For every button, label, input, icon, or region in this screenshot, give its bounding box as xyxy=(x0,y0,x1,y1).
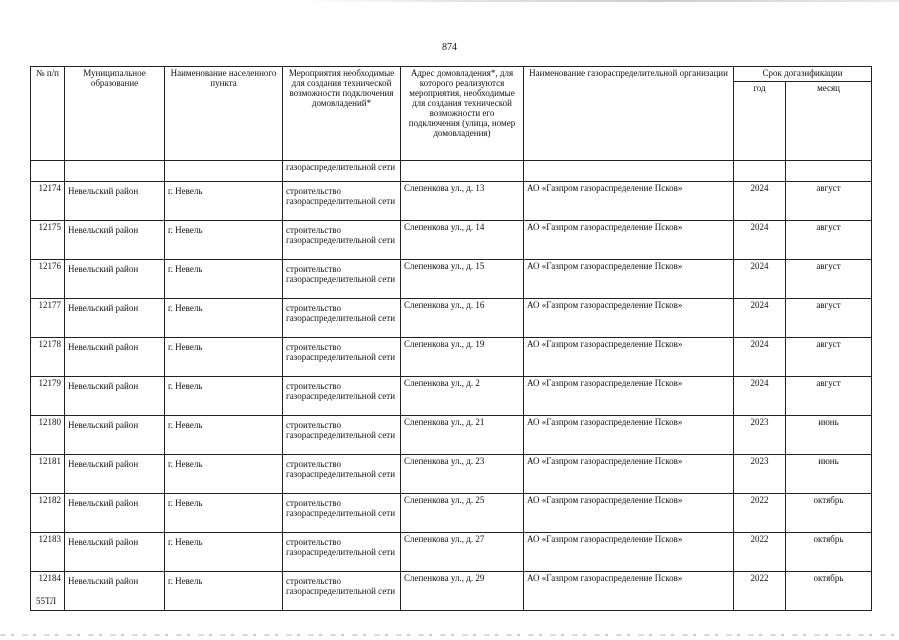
municipality-cell: Невельский район xyxy=(65,338,165,377)
organization-cell: АО «Газпром газораспределение Псков» xyxy=(524,338,734,377)
row-number-cell: 12178 xyxy=(31,338,65,377)
settlement-cell: г. Невель xyxy=(165,182,283,221)
measure-cell: строительство газораспределительной сети xyxy=(283,377,401,416)
header-measures: Мероприятия необходимые для создания технической возможности подключения домовладений* xyxy=(283,67,401,161)
table-row xyxy=(31,416,872,455)
organization-cell: АО «Газпром газораспределение Псков» xyxy=(524,260,734,299)
municipality-cell: Невельский район xyxy=(65,572,165,611)
continuation-cell-empty xyxy=(734,161,786,182)
row-number-cell: 12183 xyxy=(31,533,65,572)
continuation-cell-empty xyxy=(786,161,872,182)
municipality-cell: Невельский район xyxy=(65,221,165,260)
organization-cell: АО «Газпром газораспределение Псков» xyxy=(524,182,734,221)
address-cell: Слепенкова ул., д. 13 xyxy=(401,182,524,221)
continuation-cell-empty xyxy=(165,161,283,182)
measure-cell: строительство газораспределительной сети xyxy=(283,260,401,299)
municipality-cell: Невельский район xyxy=(65,533,165,572)
table-row xyxy=(31,455,872,494)
organization-cell: АО «Газпром газораспределение Псков» xyxy=(524,416,734,455)
table-row xyxy=(31,338,872,377)
footer-code: 55ТЛ xyxy=(36,596,57,606)
measure-cell: строительство газораспределительной сети xyxy=(283,533,401,572)
month-cell: август xyxy=(786,299,872,338)
row-number-cell: 12181 xyxy=(31,455,65,494)
year-cell: 2024 xyxy=(734,260,786,299)
settlement-cell: г. Невель xyxy=(165,260,283,299)
table-row xyxy=(31,221,872,260)
municipality-cell: Невельский район xyxy=(65,416,165,455)
table-row xyxy=(31,572,872,611)
month-cell: август xyxy=(786,221,872,260)
address-cell: Слепенкова ул., д. 19 xyxy=(401,338,524,377)
address-cell: Слепенкова ул., д. 15 xyxy=(401,260,524,299)
gasification-table xyxy=(30,66,872,611)
measure-cell: строительство газораспределительной сети xyxy=(283,299,401,338)
continuation-cell-empty xyxy=(65,161,165,182)
month-cell: август xyxy=(786,182,872,221)
table-row xyxy=(31,494,872,533)
organization-cell: АО «Газпром газораспределение Псков» xyxy=(524,572,734,611)
row-number-cell: 12184 xyxy=(31,572,65,611)
measure-cell: строительство газораспределительной сети xyxy=(283,494,401,533)
row-number-cell: 12175 xyxy=(31,221,65,260)
settlement-cell: г. Невель xyxy=(165,494,283,533)
measure-cell: строительство газораспределительной сети xyxy=(283,182,401,221)
address-cell: Слепенкова ул., д. 14 xyxy=(401,221,524,260)
month-cell: август xyxy=(786,338,872,377)
settlement-cell: г. Невель xyxy=(165,455,283,494)
continuation-cell-empty xyxy=(401,161,524,182)
measure-cell: строительство газораспределительной сети xyxy=(283,416,401,455)
year-cell: 2024 xyxy=(734,338,786,377)
settlement-cell: г. Невель xyxy=(165,338,283,377)
header-municipality: Муниципальное образование xyxy=(65,67,165,161)
row-number-cell: 12180 xyxy=(31,416,65,455)
continuation-cell-empty xyxy=(31,161,65,182)
continuation-cell-empty xyxy=(524,161,734,182)
header-organization: Наименование газораспределительной организации xyxy=(524,67,734,161)
header-address: Адрес домовладения*, для которого реализуются мероприятия, необходимые для создания технической возможности его подключения (улица, номер домовладения) xyxy=(401,67,524,161)
municipality-cell: Невельский район xyxy=(65,182,165,221)
row-number-cell: 12182 xyxy=(31,494,65,533)
address-cell: Слепенкова ул., д. 27 xyxy=(401,533,524,572)
header-num: № п/п xyxy=(31,67,65,161)
organization-cell: АО «Газпром газораспределение Псков» xyxy=(524,377,734,416)
year-cell: 2023 xyxy=(734,416,786,455)
month-cell: июнь xyxy=(786,455,872,494)
row-number-cell: 12176 xyxy=(31,260,65,299)
year-cell: 2024 xyxy=(734,182,786,221)
municipality-cell: Невельский район xyxy=(65,377,165,416)
table-row xyxy=(31,182,872,221)
scan-edge-bottom xyxy=(0,634,899,636)
year-cell: 2022 xyxy=(734,533,786,572)
organization-cell: АО «Газпром газораспределение Псков» xyxy=(524,533,734,572)
year-cell: 2024 xyxy=(734,299,786,338)
municipality-cell: Невельский район xyxy=(65,455,165,494)
address-cell: Слепенкова ул., д. 16 xyxy=(401,299,524,338)
address-cell: Слепенкова ул., д. 23 xyxy=(401,455,524,494)
table-row xyxy=(31,533,872,572)
header-year: год xyxy=(734,82,786,161)
settlement-cell: г. Невель xyxy=(165,416,283,455)
address-cell: Слепенкова ул., д. 2 xyxy=(401,377,524,416)
year-cell: 2023 xyxy=(734,455,786,494)
settlement-cell: г. Невель xyxy=(165,572,283,611)
row-number-cell: 12174 xyxy=(31,182,65,221)
row-number-cell: 12177 xyxy=(31,299,65,338)
month-cell: июнь xyxy=(786,416,872,455)
municipality-cell: Невельский район xyxy=(65,260,165,299)
month-cell: октябрь xyxy=(786,494,872,533)
header-deadline: Срок догазификации xyxy=(734,67,872,82)
settlement-cell: г. Невель xyxy=(165,377,283,416)
scan-edge-top xyxy=(300,0,899,2)
year-cell: 2022 xyxy=(734,572,786,611)
year-cell: 2022 xyxy=(734,494,786,533)
settlement-cell: г. Невель xyxy=(165,221,283,260)
address-cell: Слепенкова ул., д. 21 xyxy=(401,416,524,455)
municipality-cell: Невельский район xyxy=(65,299,165,338)
measure-cell: строительство газораспределительной сети xyxy=(283,221,401,260)
organization-cell: АО «Газпром газораспределение Псков» xyxy=(524,455,734,494)
measure-cell: строительство газораспределительной сети xyxy=(283,572,401,611)
address-cell: Слепенкова ул., д. 29 xyxy=(401,572,524,611)
organization-cell: АО «Газпром газораспределение Псков» xyxy=(524,494,734,533)
page-number: 874 xyxy=(442,42,457,53)
organization-cell: АО «Газпром газораспределение Псков» xyxy=(524,299,734,338)
table-row xyxy=(31,299,872,338)
measure-cell: строительство газораспределительной сети xyxy=(283,338,401,377)
month-cell: август xyxy=(786,260,872,299)
table-row xyxy=(31,260,872,299)
row-number-cell: 12179 xyxy=(31,377,65,416)
header-settlement: Наименование населенного пункта xyxy=(165,67,283,161)
organization-cell: АО «Газпром газораспределение Псков» xyxy=(524,221,734,260)
settlement-cell: г. Невель xyxy=(165,299,283,338)
month-cell: октябрь xyxy=(786,572,872,611)
table-row xyxy=(31,377,872,416)
address-cell: Слепенкова ул., д. 25 xyxy=(401,494,524,533)
settlement-cell: г. Невель xyxy=(165,533,283,572)
measure-cell: строительство газораспределительной сети xyxy=(283,455,401,494)
header-month: месяц xyxy=(786,82,872,161)
continuation-row xyxy=(31,161,872,182)
year-cell: 2024 xyxy=(734,377,786,416)
continuation-measure-cell: газораспределительной сети xyxy=(283,161,401,182)
month-cell: август xyxy=(786,377,872,416)
month-cell: октябрь xyxy=(786,533,872,572)
municipality-cell: Невельский район xyxy=(65,494,165,533)
year-cell: 2024 xyxy=(734,221,786,260)
